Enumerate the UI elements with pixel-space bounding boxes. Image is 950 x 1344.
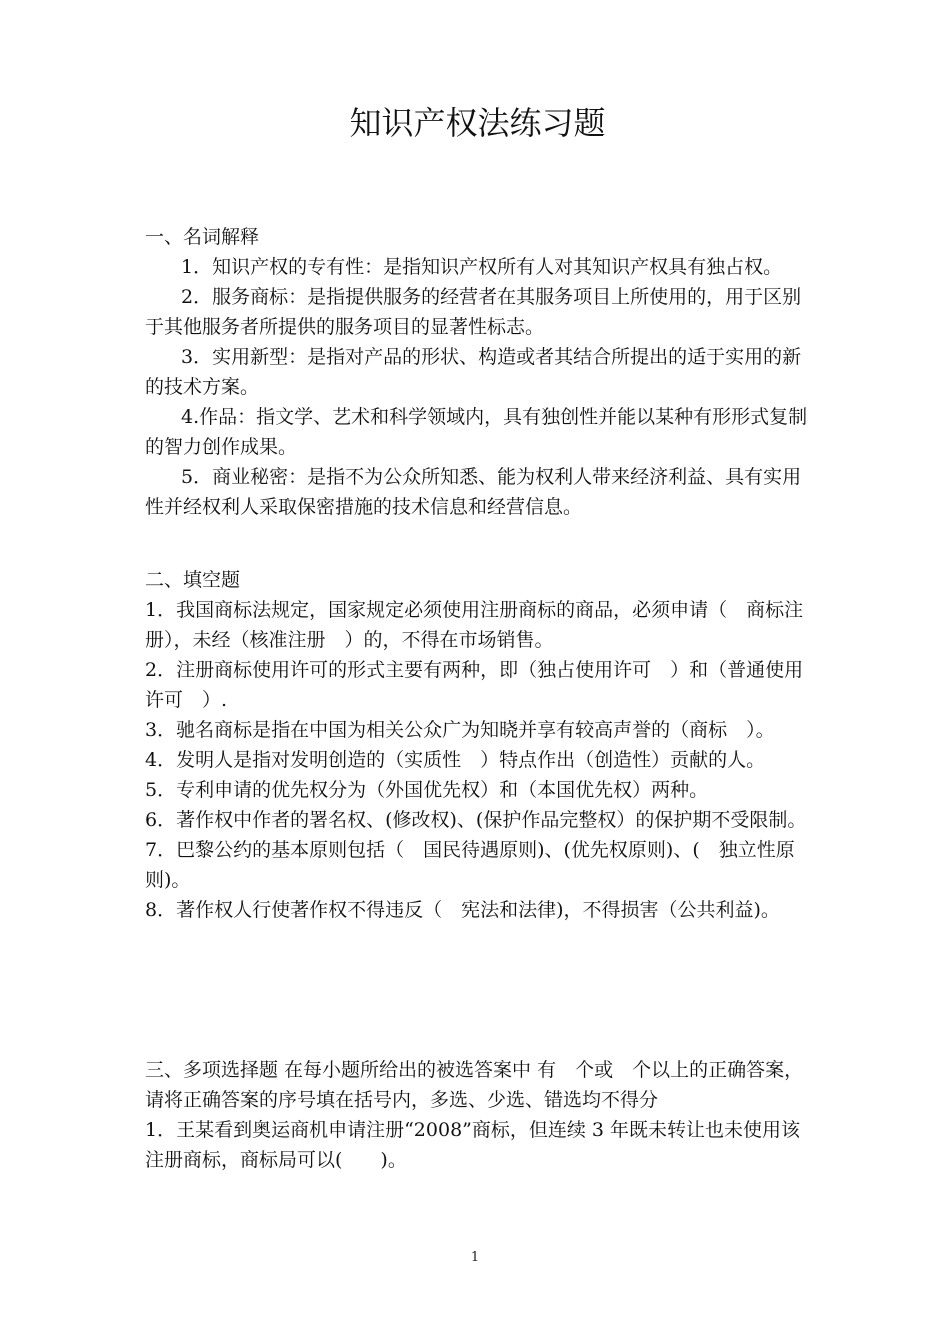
section-heading: 一、名词解释 bbox=[145, 226, 260, 248]
question-item: 8．著作权人行使著作权不得违反（ 宪法和法律)，不得损害（公共利益)。 bbox=[145, 899, 780, 921]
section-multiple-choice bbox=[145, 1055, 810, 1175]
definition-item: 4.作品：指文学、艺术和科学领域内，具有独创性并能以某种有形形式复制的智力创作成果。 bbox=[145, 406, 808, 458]
definition-item: 1．知识产权的专有性：是指知识产权所有人对其知识产权具有独占权。 bbox=[181, 256, 783, 278]
question-item: 1．王某看到奥运商机申请注册“2008”商标，但连续 3 年既未转让也未使用该注册商标，商标局可以( )。 bbox=[145, 1119, 801, 1171]
page-number: 1 bbox=[470, 1250, 480, 1265]
section-heading: 三、多项选择题 在每小题所给出的被选答案中 有 个或 个以上的正确答案，请将正确答案的序号填在括号内，多选、少选、错选均不得分 bbox=[145, 1059, 804, 1111]
question-item: 5．专利申请的优先权分为（外国优先权）和（本国优先权）两种。 bbox=[145, 779, 709, 801]
question-item: 6．著作权中作者的署名权、(修改权)、(保护作品完整权）的保护期不受限制。 bbox=[145, 809, 807, 831]
definition-item: 3．实用新型：是指对产品的形状、构造或者其结合所提出的适于实用的新的技术方案。 bbox=[145, 346, 802, 398]
definition-item: 2．服务商标：是指提供服务的经营者在其服务项目上所使用的，用于区别于其他服务者所提供的服务项目的显著性标志。 bbox=[145, 286, 802, 338]
question-item: 2．注册商标使用许可的形式主要有两种，即（独占使用许可 ）和（普通使用许可 ）. bbox=[145, 659, 804, 711]
question-item: 7．巴黎公约的基本原则包括（ 国民待遇原则)、(优先权原则)、( 独立性原则)。 bbox=[145, 839, 795, 891]
question-item: 3．驰名商标是指在中国为相关公众广为知晓并享有较高声誉的（商标 ）。 bbox=[145, 719, 775, 741]
question-item: 1．我国商标法规定，国家规定必须使用注册商标的商品，必须申请（ 商标注册），未经（核准注册 ）的，不得在市场销售。 bbox=[145, 599, 804, 651]
question-item: 4．发明人是指对发明创造的（实质性 ）特点作出（创造性）贡献的人。 bbox=[145, 749, 766, 771]
section-fill-in-blank bbox=[145, 565, 810, 925]
section-definitions bbox=[145, 222, 810, 522]
definition-item: 5．商业秘密：是指不为公众所知悉、能为权利人带来经济利益、具有实用性并经权利人采取保密措施的技术信息和经营信息。 bbox=[145, 466, 802, 518]
section-heading: 二、填空题 bbox=[145, 569, 241, 591]
document-title: 知识产权法练习题 bbox=[349, 104, 606, 142]
